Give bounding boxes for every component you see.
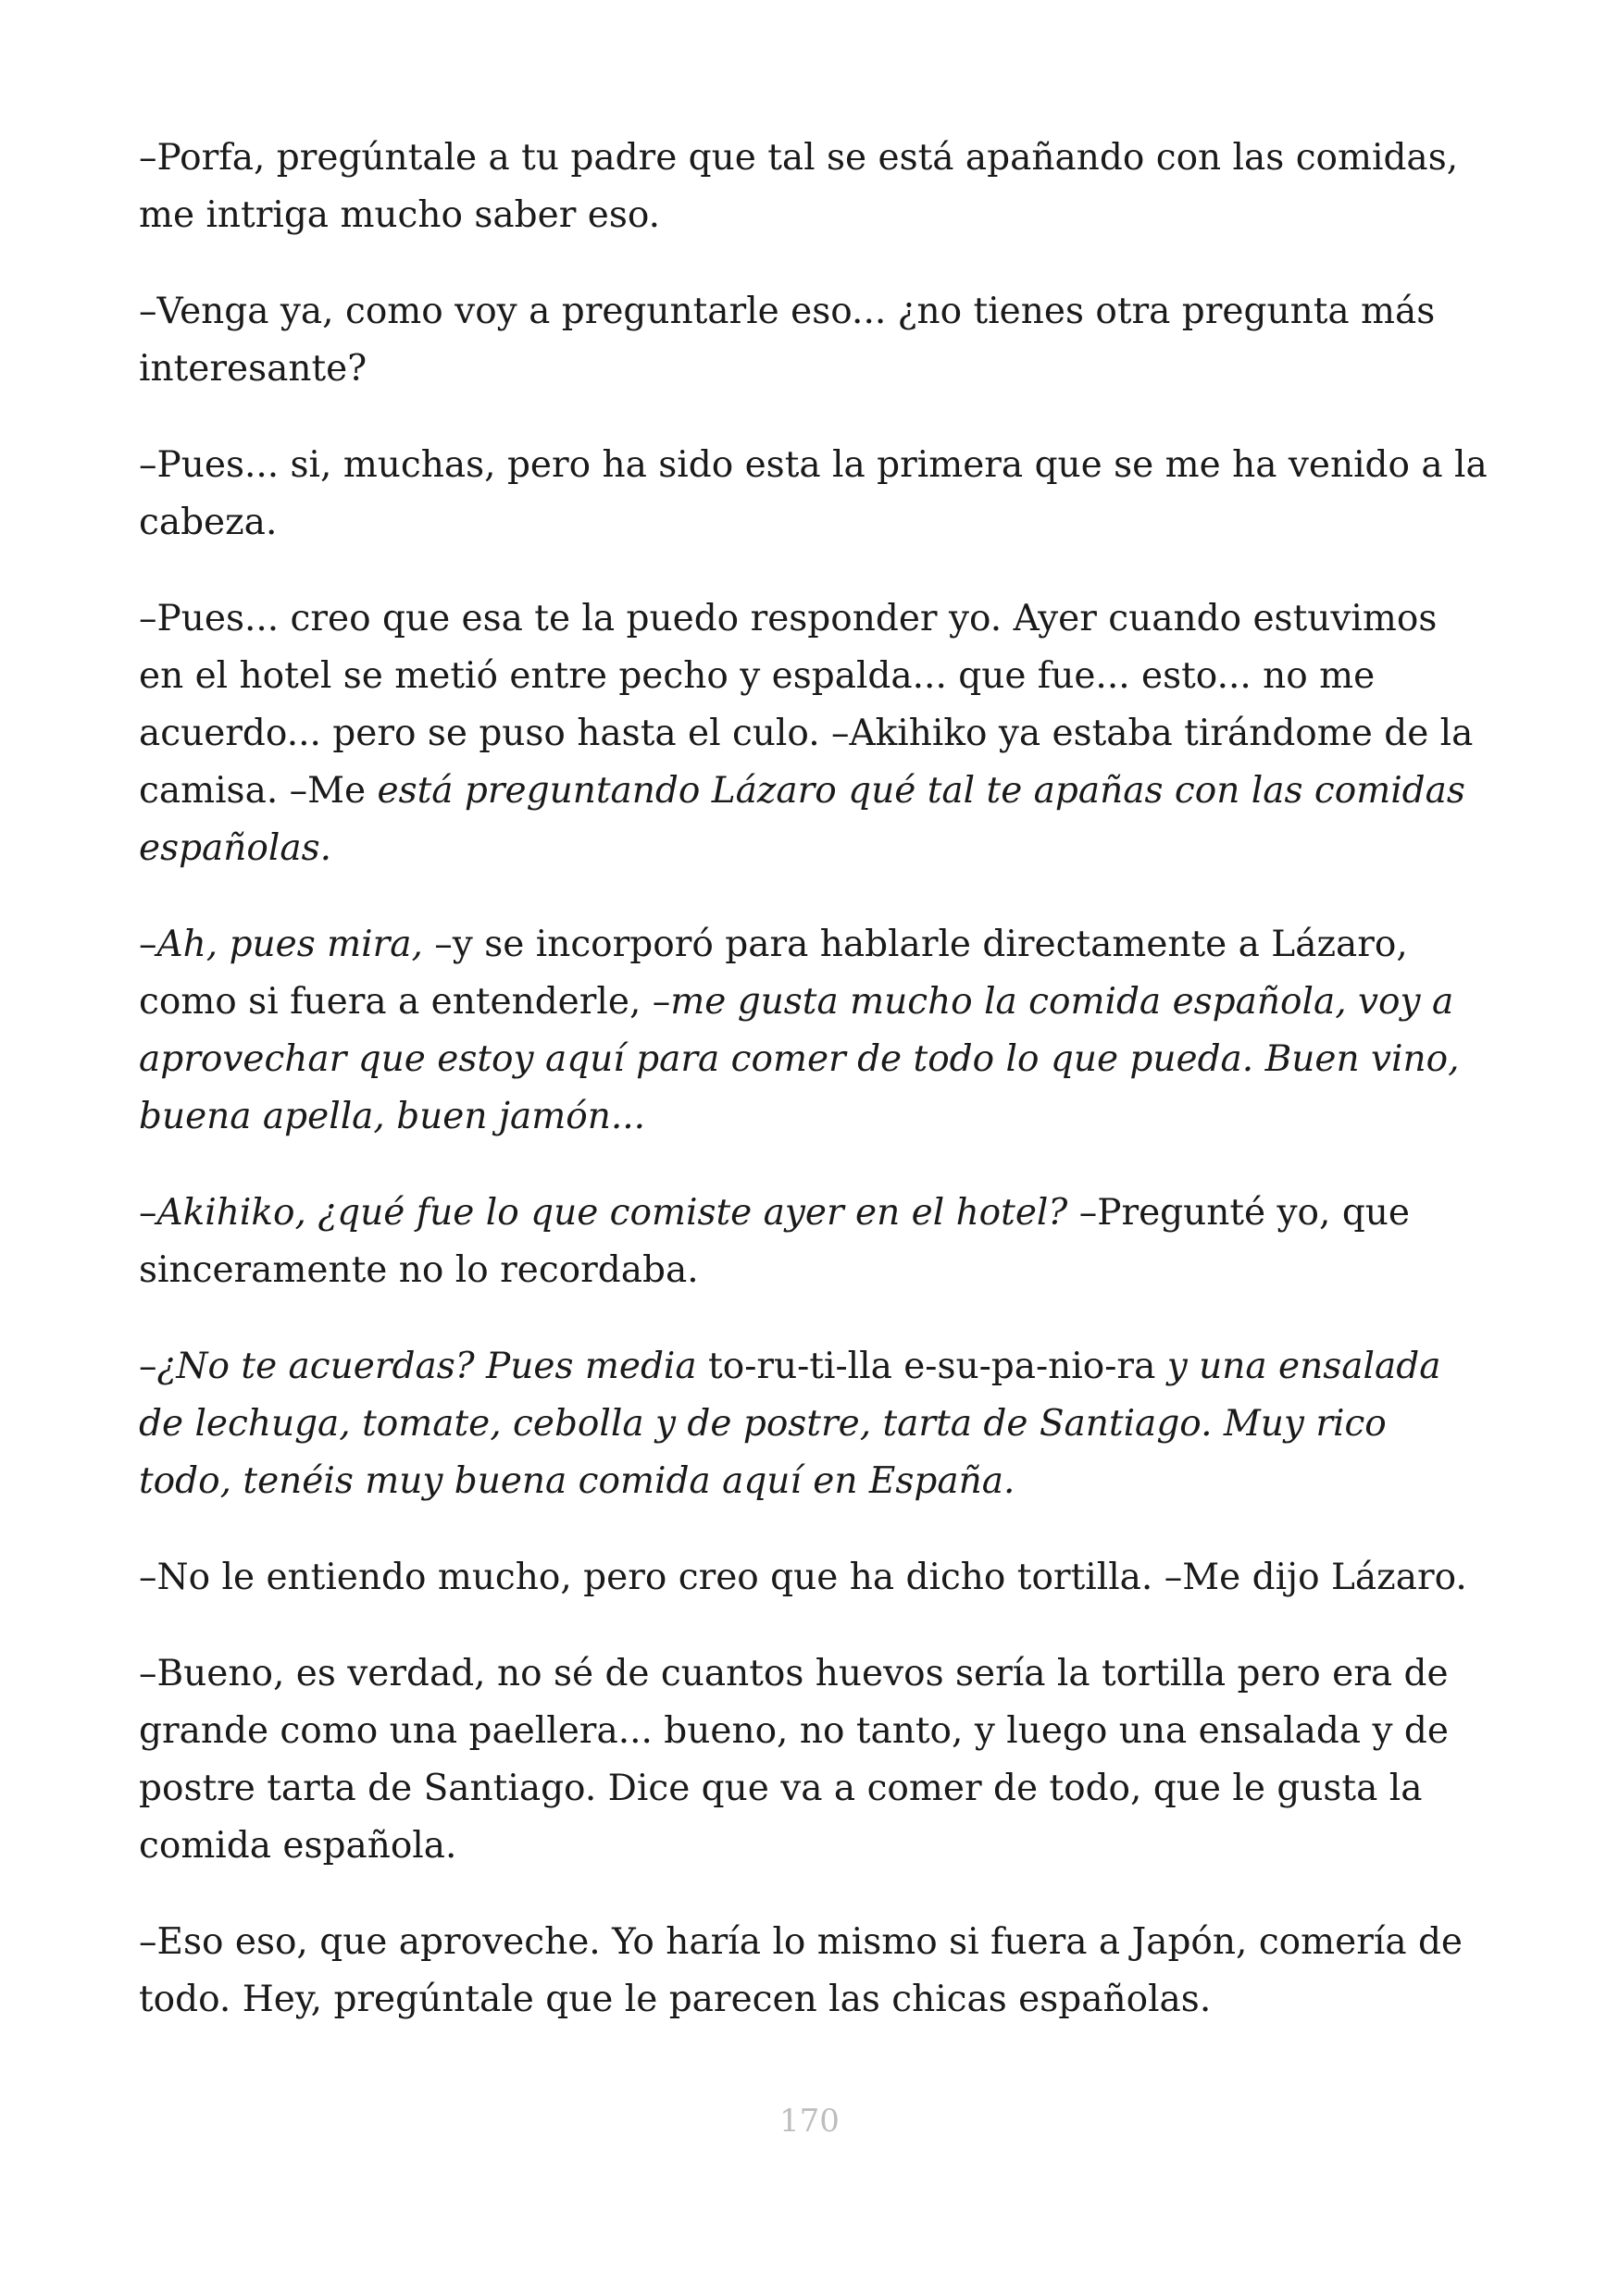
- paragraph-3-text: –Pues... si, muchas, pero ha sido esta la primera que se me ha venido a la cabeza.: [139, 444, 1488, 543]
- paragraph-10-text: –Eso eso, que aproveche. Yo haría lo mismo si fuera a Japón, comería de todo. Hey, pregúntale que le parecen las chicas españolas.: [139, 1921, 1463, 2020]
- paragraph-7-italic-a: ¿No te acuerdas? Pues media: [156, 1346, 697, 1387]
- paragraph-1-text: –Porfa, pregúntale a tu padre que tal se está apañando con las comidas, me intriga mucho saber eso.: [139, 137, 1459, 236]
- paragraph-7-italic-b: y una ensalada de lechuga, tomate, cebolla y de postre, tarta de Santiago. Muy rico todo, tenéis muy buena comida aquí en España.: [139, 1346, 1441, 1502]
- paragraph-6-dash: –: [139, 1192, 157, 1234]
- paragraph-4-text: –Pues... creo que esa te la puedo responder yo. Ayer cuando estuvimos en el hotel se metió entre pecho y espalda... que fue... esto... no me acuerdo... pero se puso hasta el culo. –Akihiko ya estaba tirándome de la camisa. –Me: [139, 598, 1474, 812]
- paragraph-6-text: –Pregunté yo, que sinceramente no lo recordaba.: [139, 1192, 1410, 1291]
- paragraph-5: [139, 916, 1490, 1146]
- paragraph-9: [139, 1645, 1490, 1875]
- paragraph-7: [139, 1338, 1490, 1510]
- body-text: [139, 130, 1490, 2067]
- paragraph-3: [139, 437, 1490, 552]
- paragraph-6: [139, 1185, 1490, 1299]
- paragraph-7-text: to-ru-ti-lla e-su-pa-nio-ra: [696, 1346, 1156, 1387]
- paragraph-8: [139, 1549, 1490, 1607]
- paragraph-2-text: –Venga ya, como voy a preguntarle eso... ¿no tienes otra pregunta más interesante?: [139, 291, 1436, 390]
- paragraph-5-italic-b: me gusta mucho la comida española, voy a aprovechar que estoy aquí para comer de todo lo que pueda. Buen vino, buena apella, buen jamón...: [139, 981, 1460, 1137]
- paragraph-1: [139, 130, 1490, 244]
- paragraph-5-text: –y se incorporó para hablarle directamente a Lázaro, como si fuera a entenderle, –: [139, 924, 1408, 1023]
- paragraph-7-dash: –: [139, 1346, 157, 1387]
- paragraph-2: [139, 283, 1490, 398]
- paragraph-4: [139, 590, 1490, 877]
- paragraph-4-italic: está preguntando Lázaro qué tal te apañas con las comidas españolas.: [139, 770, 1465, 869]
- page-number: 170: [779, 2103, 840, 2140]
- paragraph-8-text: –No le entiendo mucho, pero creo que ha dicho tortilla. –Me dijo Lázaro.: [139, 1557, 1467, 1598]
- paragraph-9-text: –Bueno, es verdad, no sé de cuantos huevos sería la tortilla pero era de grande como una paellera... bueno, no tanto, y luego una ensalada y de postre tarta de Santiago. Dice que va a comer de todo, que le gusta la comida española.: [139, 1653, 1449, 1867]
- paragraph-5-italic-a: Ah, pues mira,: [156, 924, 423, 965]
- paragraph-6-italic: Akihiko, ¿qué fue lo que comiste ayer en el hotel?: [156, 1192, 1068, 1234]
- paragraph-5-dash: –: [139, 924, 157, 965]
- paragraph-10: [139, 1914, 1490, 2029]
